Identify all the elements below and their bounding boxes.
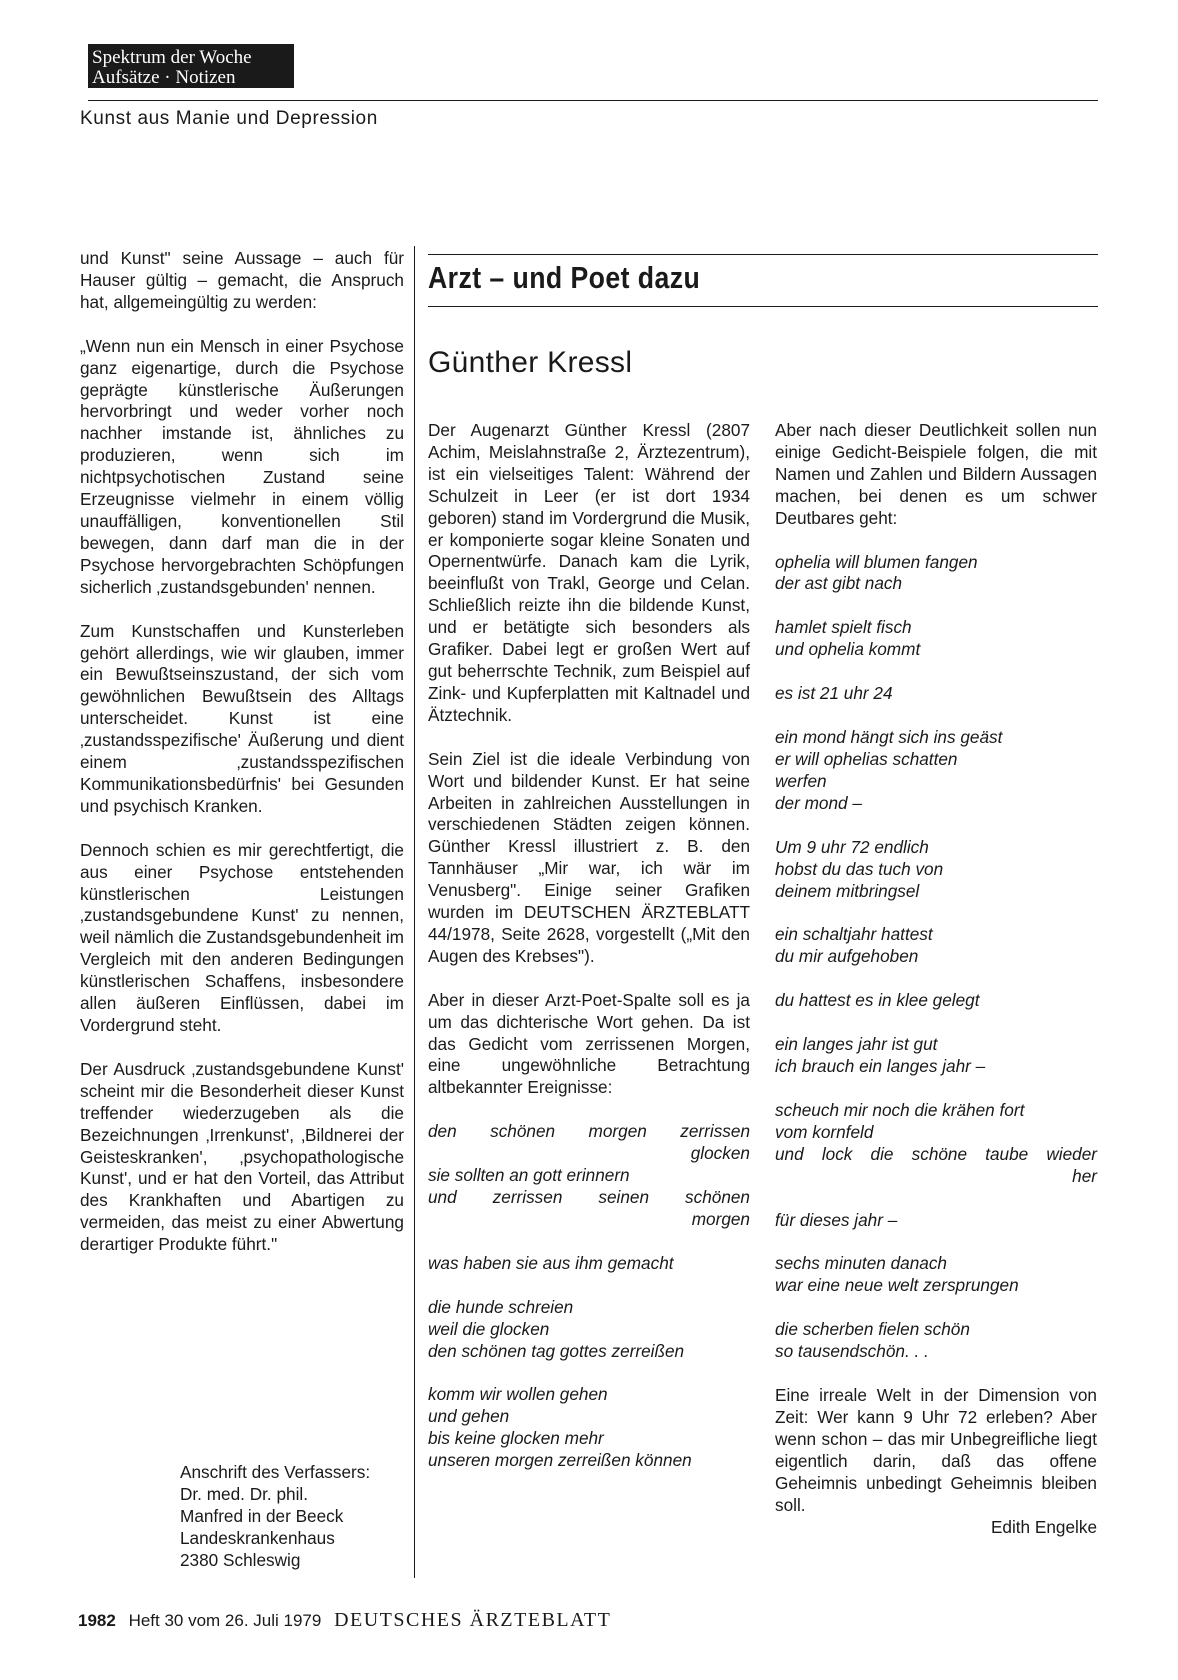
header-line-1: Spektrum der Woche <box>92 47 252 68</box>
poem-stanza <box>775 1034 1097 1078</box>
poem-stanza <box>775 1100 1097 1188</box>
article-title: Arzt – und Poet dazu <box>428 260 701 295</box>
poem-stanza <box>775 1319 1097 1363</box>
issue-info: Heft 30 vom 26. Juli 1979 <box>128 1611 322 1630</box>
poem-line: der ast gibt nach <box>775 573 903 594</box>
page-footer <box>78 1609 611 1632</box>
middle-column <box>428 420 750 1494</box>
poem-line: ein mond hängt sich ins geäst <box>775 727 1003 748</box>
right-intro: Aber nach dieser Deutlichkeit sollen nun einige Gedicht-Beispiele folgen, die mit Namen und Zahlen und Bildern Aussagen machen, bei denen es um schwer Deutbares geht: <box>775 420 1097 528</box>
poem-stanza <box>775 990 1097 1012</box>
header-line-2: Aufsätze · Notizen <box>92 67 236 88</box>
poem-line: scheuch mir noch die krähen fort <box>775 1099 1025 1120</box>
poem-stanza <box>428 1297 750 1363</box>
magazine-name: DEUTSCHES ÄRZTEBLATT <box>334 1609 612 1631</box>
poem-line: den schönen morgen zerrissen <box>428 1121 750 1142</box>
poem-line: was haben sie aus ihm gemacht <box>428 1252 674 1273</box>
address-line: Manfred in der Beeck <box>180 1506 344 1526</box>
poem-stanza <box>428 1121 750 1231</box>
right-column <box>775 420 1097 1538</box>
poem-line: sie sollten an gott erinnern <box>428 1165 630 1186</box>
header-divider <box>88 100 1098 101</box>
poem-line: ophelia will blumen fangen <box>775 551 978 572</box>
left-paragraph: Dennoch schien es mir gerechtfertigt, die aus einer Psychose entstehenden künstlerischen Leistungen ‚zustandsgebundene Kunst' zu nennen, weil nämlich die Zustandsgebundenheit im Vergleich mit den anderen Bedingungen künstlerischen Schaffens, insbesondere allen äußeren Einflüssen, dabei im Vordergrund steht. <box>80 839 404 1035</box>
poem-line: weil die glocken <box>428 1318 550 1339</box>
poem-line: war eine neue welt zersprungen <box>775 1275 1019 1296</box>
poem-line: und zerrissen seinen schönen <box>428 1187 750 1207</box>
poem-line: du mir aufgehoben <box>775 946 919 967</box>
poem-stanza <box>775 727 1097 815</box>
address-line: Landeskrankenhaus <box>180 1528 335 1548</box>
poem-line: den schönen tag gottes zerreißen <box>428 1340 685 1361</box>
poem-stanza <box>775 924 1097 968</box>
poem-stanza <box>775 552 1097 596</box>
address-line: Anschrift des Verfassers: <box>180 1462 371 1482</box>
address-line: 2380 Schleswig <box>180 1550 301 1570</box>
article-rule-top <box>428 254 1098 255</box>
poem-line: es ist 21 uhr 24 <box>775 683 893 704</box>
poem-line: so tausendschön. . . <box>775 1341 929 1362</box>
poem-line: deinem mitbringsel <box>775 880 920 901</box>
poem-line: ein schaltjahr hattest <box>775 924 933 945</box>
mid-paragraph: Der Augenarzt Günther Kressl (2807 Achim, Meislahnstraße 2, Ärztezentrum), ist ein vielseitiges Talent: Während der Schulzeit in Leer (er ist dort 1934 geboren) stand im Vordergrund die Musik, er komponierte sogar kleine Sonaten und Opernentwürfe. Danach kam die Lyrik, beeinflußt von Trakl, George und Celan. Schließlich reizte ihn die bildende Kunst, und er betätigte sich besonders als Grafiker. Dabei legt er großen Wert auf gut beherrschte Technik, zum Beispiel auf Zink- und Kupferplatten mit Kaltnadel und Ätztechnik. <box>428 420 750 725</box>
author-address <box>180 1461 370 1571</box>
poem-line: hobst du das tuch von <box>775 858 944 879</box>
poem-line: ich brauch ein langes jahr – <box>775 1056 986 1077</box>
section-title: Kunst aus Manie und Depression <box>80 108 378 129</box>
poem-line: vom kornfeld <box>775 1121 874 1142</box>
poem-line: komm wir wollen gehen <box>428 1384 608 1405</box>
article-rule-bottom <box>428 306 1098 307</box>
poem-line: werfen <box>775 770 827 791</box>
poem-stanza <box>775 617 1097 661</box>
poem-stanza <box>775 1210 1097 1232</box>
address-line: Dr. med. Dr. phil. <box>180 1484 308 1504</box>
poem-line: ein langes jahr ist gut <box>775 1034 938 1055</box>
poem-stanza <box>775 837 1097 903</box>
poem-line: er will ophelias schatten <box>775 748 958 769</box>
poem-line: hamlet spielt fisch <box>775 617 912 638</box>
poem-stanza <box>428 1253 750 1275</box>
page-number: 1982 <box>78 1611 116 1630</box>
left-paragraph: Zum Kunstschaffen und Kunsterleben gehört allerdings, wie wir glauben, immer ein Bewußtseinszustand, der sich vom gewöhnlichen Bewußtsein des Alltags unterscheidet. Kunst ist eine ‚zustandsspezifische' Äußerung und dient einem ‚zustandsspezifischen Kommunikationsbedürfnis' bei Gesunden und psychisch Kranken. <box>80 620 404 816</box>
poem-line: und lock die schöne taube wieder <box>775 1143 1097 1164</box>
poem-stanza <box>775 683 1097 705</box>
poem-line: her <box>1072 1165 1097 1186</box>
poem-line: du hattest es in klee gelegt <box>775 990 980 1011</box>
poem-stanza <box>428 1384 750 1472</box>
poem-line: Um 9 uhr 72 endlich <box>775 836 929 857</box>
poem-line: sechs minuten danach <box>775 1253 947 1274</box>
mid-paragraph: Aber in dieser Arzt-Poet-Spalte soll es ja um das dichterische Wort gehen. Da ist das Gedicht vom zerrissenen Morgen, eine ungewöhnliche Betrachtung altbekannter Ereignisse: <box>428 989 750 1098</box>
left-paragraph: Der Ausdruck ‚zustandsgebundene Kunst' scheint mir die Besonderheit dieser Kunst treffender wiederzugeben als die Bezeichnungen ‚Irrenkunst', ‚Bildnerei der Geisteskranken', ‚psychopathologische Kunst', und er hat den Vorteil, das Attribut des Krankhaften und Abartigen zu vermeiden, das meist zu einer Abwertung derartiger Produkte führt." <box>80 1058 404 1255</box>
column-divider <box>414 246 415 1578</box>
poem-line: die scherben fielen schön <box>775 1319 970 1340</box>
poem-stanza <box>775 1253 1097 1297</box>
poem-line: und gehen <box>428 1406 510 1427</box>
left-column <box>80 248 404 1278</box>
poem-line: die hunde schreien <box>428 1296 574 1317</box>
article-signature: Edith Engelke <box>990 1516 1097 1537</box>
poem-line: glocken <box>690 1143 750 1164</box>
poem-line: bis keine glocken mehr <box>428 1428 604 1449</box>
section-header-box <box>88 44 294 88</box>
left-paragraph: und Kunst" seine Aussage – auch für Hauser gültig – gemacht, die Anspruch hat, allgemeingültig zu werden: <box>80 248 404 312</box>
mid-paragraph: Sein Ziel ist die ideale Verbindung von Wort und bildender Kunst. Er hat seine Arbeiten in zahlreichen Ausstellungen in verschiedenen Städten zeigen können. Günther Kressl illustriert z. B. den Tannhäuser „Mir war, ich wär im Venusberg". Einige seiner Grafiken wurden im DEUTSCHEN ÄRZTEBLATT 44/1978, Seite 2628, vorgestellt („Mit den Augen des Krebses"). <box>428 748 750 966</box>
poem-line: und ophelia kommt <box>775 639 921 660</box>
article-author: Günther Kressl <box>428 346 633 379</box>
poem-line: der mond – <box>775 792 862 813</box>
poem-line: morgen <box>691 1208 750 1229</box>
poem-line: unseren morgen zerreißen können <box>428 1450 692 1471</box>
closing-paragraph: Eine irreale Welt in der Dimension von Zeit: Wer kann 9 Uhr 72 erleben? Aber wenn schon – das mir Unbegreifliche liegt eigentlich darin, daß das offene Geheimnis unbedingt Geheimnis bleiben soll. <box>775 1385 1097 1515</box>
left-paragraph: „Wenn nun ein Mensch in einer Psychose ganz eigenartige, durch die Psychose geprägte künstlerische Äußerungen hervorbringt und weder vorher noch nachher imstande ist, ähnliches zu produzieren, wenn sich im nichtpsychotischen Zustand seine Erzeugnisse vielmehr in einem völlig unauffälligen, konventionellen Stil bewegen, dann darf man die in der Psychose hervorgebrachten Schöpfungen sicherlich ‚zustandsgebunden' nennen. <box>80 335 404 597</box>
poem-line: für dieses jahr – <box>775 1209 898 1230</box>
